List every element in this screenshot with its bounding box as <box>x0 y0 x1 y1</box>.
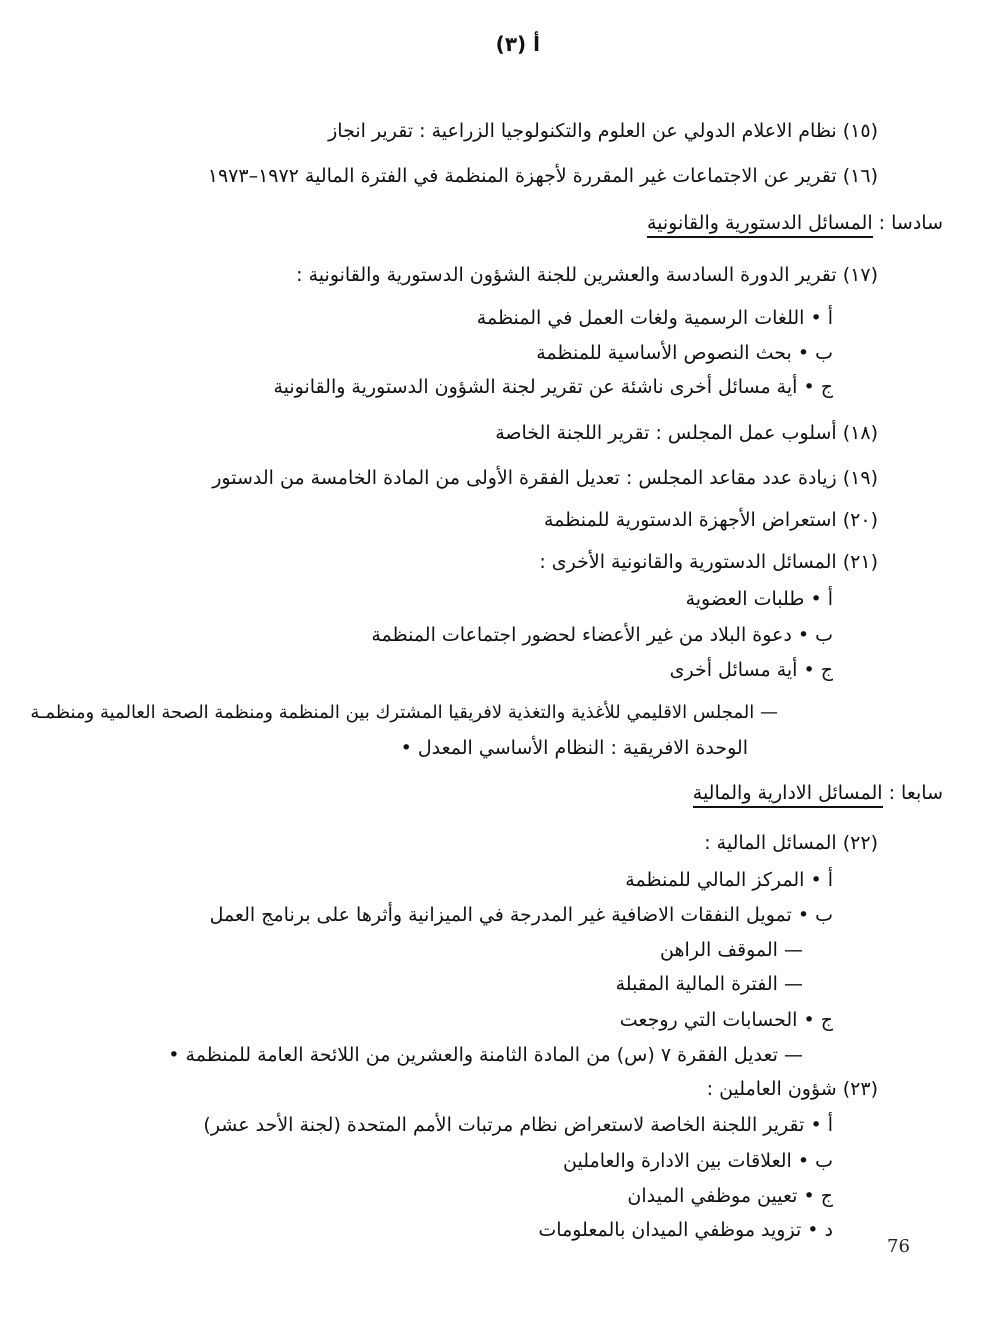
page-marker: أ (٣) <box>495 32 540 56</box>
agenda-item-18: (١٨) أسلوب عمل المجلس : تقرير اللجنة الخاصة <box>495 422 878 444</box>
agenda-item-22-a: أ • المركز المالي للمنظمة <box>625 869 833 891</box>
agenda-item-21: (٢١) المسائل الدستورية والقانونية الأخرى : <box>539 551 878 573</box>
agenda-item-23-d: د • تزويد موظفي الميدان بالمعلومات <box>538 1219 833 1241</box>
agenda-item-19: (١٩) زيادة عدد مقاعد المجلس : تعديل الفقرة الأولى من المادة الخامسة من الدستور <box>212 467 878 489</box>
page-number: 76 <box>887 1236 910 1257</box>
agenda-item-23-a: أ • تقرير اللجنة الخاصة لاستعراض نظام مرتبات الأمم المتحدة (لجنة الأحد عشر) <box>203 1114 833 1136</box>
agenda-item-17-c: ج • أية مسائل أخرى ناشئة عن تقرير لجنة الشؤون الدستورية والقانونية <box>273 376 833 398</box>
agenda-item-23-b: ب • العلاقات بين الادارة والعاملين <box>563 1150 833 1172</box>
section-6-prefix: سادسا : <box>878 212 943 234</box>
agenda-item-23: (٢٣) شؤون العاملين : <box>706 1078 878 1100</box>
agenda-item-17: (١٧) تقرير الدورة السادسة والعشرين للجنة الشؤون الدستورية والقانونية : <box>296 264 878 286</box>
agenda-item-22-c: ج • الحسابات التي روجعت <box>619 1009 833 1031</box>
agenda-item-17-b: ب • بحث النصوص الأساسية للمنظمة <box>536 342 833 364</box>
agenda-item-20: (٢٠) استعراض الأجهزة الدستورية للمنظمة <box>543 509 878 531</box>
agenda-item-22-b-2: — الفترة المالية المقبلة <box>615 973 803 995</box>
agenda-item-17-a: أ • اللغات الرسمية ولغات العمل في المنظمة <box>476 307 833 329</box>
section-6-title: المسائل الدستورية والقانونية <box>647 212 873 238</box>
agenda-item-22-b-1: — الموقف الراهن <box>659 939 803 961</box>
agenda-item-22: (٢٢) المسائل المالية : <box>704 832 878 854</box>
section-7-heading <box>600 780 943 806</box>
section-7-title: المسائل الادارية والمالية <box>693 782 883 808</box>
section-6-heading <box>560 210 943 236</box>
agenda-item-22-c-1: — تعديل الفقرة ٧ (س) من المادة الثامنة والعشرين من اللائحة العامة للمنظمة • <box>168 1044 803 1066</box>
agenda-item-16: (١٦) تقرير عن الاجتماعات غير المقررة لأجهزة المنظمة في الفترة المالية ١٩٧٢–١٩٧٣ <box>207 165 878 187</box>
agenda-item-21-c: ج • أية مسائل أخرى <box>669 659 833 681</box>
dash-item-regional-council: — المجلس الاقليمي للأغذية والتغذية لافريقيا المشترك بين المنظمة ومنظمة الصحة العالمية ومنظمـة <box>30 702 778 723</box>
agenda-item-23-c: ج • تعيين موظفي الميدان <box>627 1185 833 1207</box>
agenda-item-15: (١٥) نظام الاعلام الدولي عن العلوم والتكنولوجيا الزراعية : تقرير انجاز <box>328 120 878 142</box>
agenda-item-21-a: أ • طلبات العضوية <box>685 588 833 610</box>
agenda-item-21-b: ب • دعوة البلاد من غير الأعضاء لحضور اجتماعات المنظمة <box>371 624 833 646</box>
dash-item-regional-council-cont: الوحدة الافريقية : النظام الأساسي المعدل • <box>400 737 748 759</box>
agenda-item-22-b: ب • تمويل النفقات الاضافية غير المدرجة في الميزانية وأثرها على برنامج العمل <box>209 904 833 926</box>
section-7-prefix: سابعا : <box>888 782 943 804</box>
